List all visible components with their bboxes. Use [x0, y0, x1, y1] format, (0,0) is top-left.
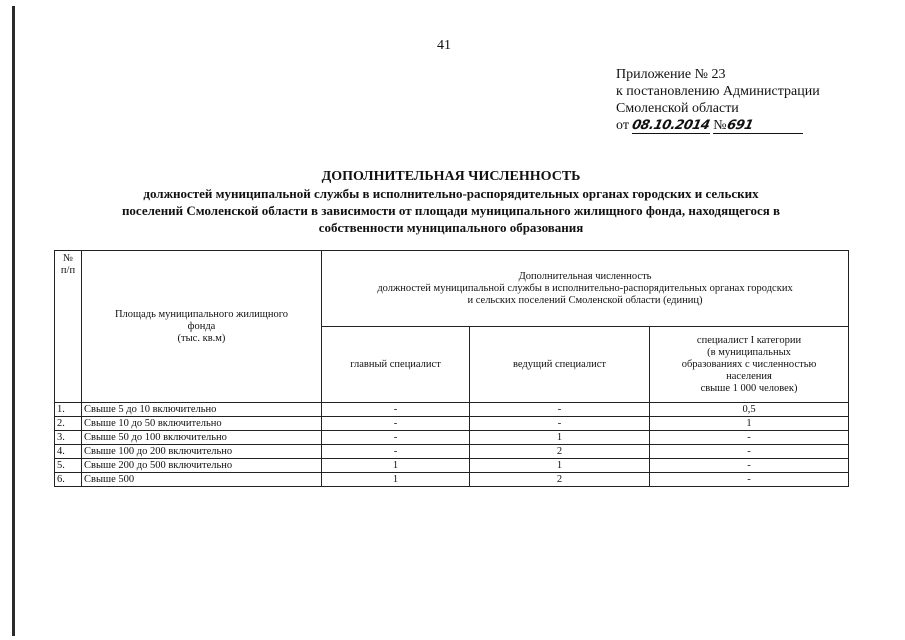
title-sub-line-3: собственности муниципального образования [318, 220, 584, 235]
document-title [40, 168, 862, 236]
row-num: 6. [55, 473, 82, 487]
header-chief-specialist: главный специалист [322, 327, 470, 403]
table-row [55, 473, 849, 487]
table-row [55, 431, 849, 445]
row-leading: 1 [470, 431, 650, 445]
row-area: Свыше 200 до 500 включительно [82, 459, 322, 473]
title-sub-line-1: должностей муниципальной службы в исполнительно-распорядительных органах городских и сельских [143, 186, 759, 201]
header-num [55, 251, 82, 403]
appendix-from-label: от [616, 118, 629, 133]
row-num: 5. [55, 459, 82, 473]
appendix-line-2: к постановлению Администрации [616, 84, 820, 99]
row-chief: - [322, 445, 470, 459]
header-group-line-3: и сельских поселений Смоленской области (единиц) [467, 294, 703, 306]
staffing-table [54, 250, 849, 487]
header-num-line-1: № [62, 253, 74, 264]
table-row [55, 445, 849, 459]
row-leading: 2 [470, 445, 650, 459]
row-num: 2. [55, 417, 82, 431]
handwritten-number-field [713, 119, 803, 134]
table-row [55, 403, 849, 417]
page-number: 41 [437, 38, 451, 53]
row-spec1: - [650, 473, 849, 487]
header-area-line-1: Площадь муниципального жилищного [114, 308, 289, 320]
row-spec1: - [650, 459, 849, 473]
row-leading: - [470, 417, 650, 431]
header-spec1-line-3: образованиях с численностью [681, 358, 817, 370]
row-num: 4. [55, 445, 82, 459]
header-spec1-line-4: населения [726, 370, 772, 382]
row-spec1: 1 [650, 417, 849, 431]
table-header-row-1 [55, 251, 849, 327]
row-spec1: 0,5 [650, 403, 849, 417]
row-chief: - [322, 431, 470, 445]
header-area-line-2: фонда [187, 320, 216, 332]
appendix-date-line [616, 117, 820, 134]
row-area: Свыше 5 до 10 включительно [82, 403, 322, 417]
appendix-line-3: Смоленской области [616, 101, 739, 116]
row-area: Свыше 100 до 200 включительно [82, 445, 322, 459]
row-num: 1. [55, 403, 82, 417]
header-area-line-3: (тыс. кв.м) [177, 332, 226, 344]
header-group [322, 251, 849, 327]
handwritten-date-field [630, 118, 712, 134]
row-spec1: - [650, 445, 849, 459]
title-main: ДОПОЛНИТЕЛЬНАЯ ЧИСЛЕННОСТЬ [321, 169, 581, 184]
row-chief: 1 [322, 459, 470, 473]
header-area [82, 251, 322, 403]
row-area: Свыше 500 [82, 473, 322, 487]
row-leading: - [470, 403, 650, 417]
header-group-line-1: Дополнительная численность [518, 270, 652, 282]
header-leading-specialist: ведущий специалист [470, 327, 650, 403]
page-edge-shadow [12, 6, 15, 636]
appendix-block [616, 66, 820, 134]
handwritten-date: 08.10.2014 [630, 118, 712, 133]
title-sub-line-2: поселений Смоленской области в зависимости от площади муниципального жилищного фонда, находящегося в [121, 203, 781, 218]
header-num-line-2: п/п [60, 265, 76, 276]
header-spec1-line-5: свыше 1 000 человек) [700, 382, 798, 394]
row-num: 3. [55, 431, 82, 445]
table-row [55, 459, 849, 473]
row-leading: 2 [470, 473, 650, 487]
row-area: Свыше 50 до 100 включительно [82, 431, 322, 445]
row-chief: - [322, 417, 470, 431]
row-chief: - [322, 403, 470, 417]
row-spec1: - [650, 431, 849, 445]
appendix-number-label: № [713, 118, 727, 133]
header-group-line-2: должностей муниципальной службы в исполнительно-распорядительных органах городских [377, 282, 793, 294]
appendix-line-1: Приложение № 23 [616, 67, 726, 82]
header-spec1-line-1: специалист I категории [696, 334, 802, 346]
handwritten-number: 691 [725, 118, 754, 133]
header-specialist-first-category [650, 327, 849, 403]
header-spec1-line-2: (в муниципальных [707, 346, 791, 358]
table-row [55, 417, 849, 431]
row-leading: 1 [470, 459, 650, 473]
row-chief: 1 [322, 473, 470, 487]
row-area: Свыше 10 до 50 включительно [82, 417, 322, 431]
